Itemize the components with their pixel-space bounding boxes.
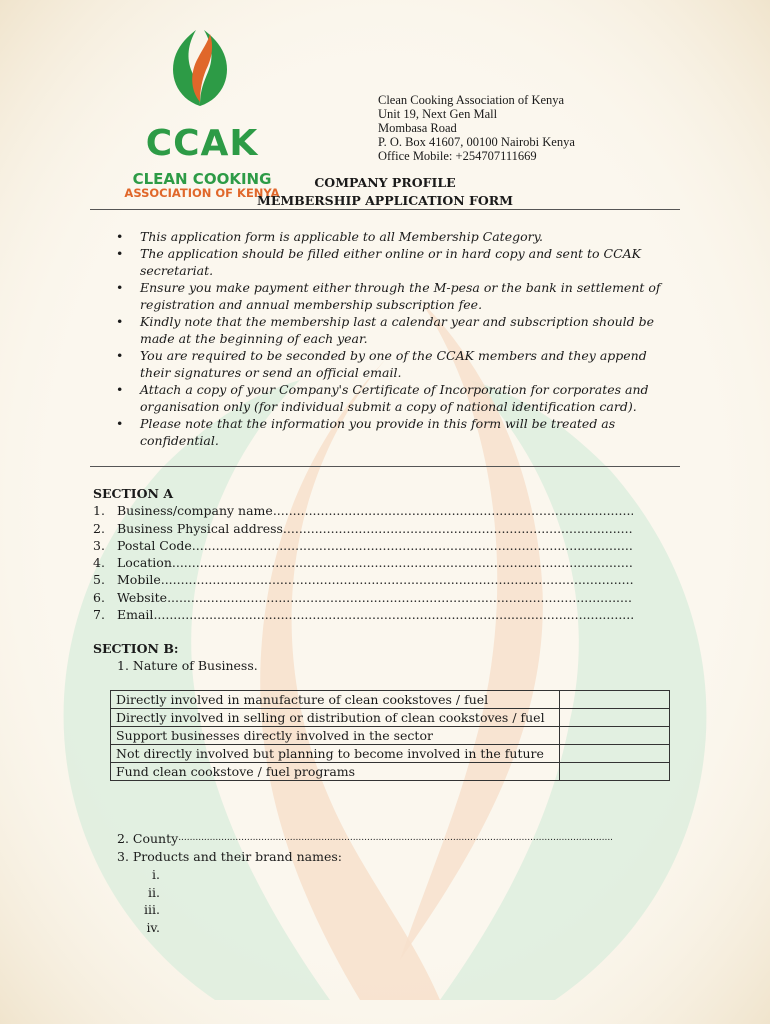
product-item-numeral[interactable]: iii. <box>144 902 160 917</box>
instruction-item: • Attach a copy of your Company's Certificate of Incorporation for corporates and organisation only (for individual submit a copy of national identification card). <box>110 381 675 415</box>
nature-option: Directly involved in manufacture of clean cookstoves / fuel <box>111 691 560 709</box>
nature-check-cell[interactable] <box>560 763 670 781</box>
field-number: 5. <box>93 572 105 588</box>
nature-option: Support businesses directly involved in the sector <box>111 727 560 745</box>
fill-in-line[interactable] <box>283 520 633 537</box>
address-line: P. O. Box 41607, 00100 Nairobi Kenya <box>378 135 575 149</box>
instruction-item: • Ensure you make payment either through the M-pesa or the bank in settlement of registration and annual membership subscription fee. <box>110 279 675 313</box>
table-row <box>111 727 670 745</box>
instructions-list <box>110 228 675 449</box>
field-label: Location <box>117 555 172 571</box>
field-mobile[interactable] <box>93 571 633 588</box>
fill-in-line[interactable] <box>178 830 612 847</box>
table-row <box>111 763 670 781</box>
fill-in-line[interactable] <box>192 537 633 554</box>
field-physical-address[interactable] <box>93 520 633 537</box>
field-number: 4. <box>93 555 105 571</box>
instruction-item: • This application form is applicable to all Membership Category. <box>110 228 675 245</box>
fill-in-line[interactable] <box>167 589 633 606</box>
address-line: Mombasa Road <box>378 121 457 135</box>
office-mobile: Office Mobile: +254707111669 <box>378 149 537 163</box>
products-question: 3. Products and their brand names: <box>117 849 343 864</box>
instruction-item: • The application should be filled either online or in hard copy and sent to CCAK secretariat. <box>110 245 675 279</box>
nature-check-cell[interactable] <box>560 727 670 745</box>
address-line: Clean Cooking Association of Kenya <box>378 93 565 107</box>
field-label: Email <box>117 607 154 623</box>
section-a <box>93 485 633 623</box>
table-row <box>111 691 670 709</box>
section-a-heading: SECTION A <box>93 486 174 501</box>
logo-main-text: CCAK <box>145 123 259 164</box>
section-b-heading: SECTION B: <box>93 641 179 656</box>
form-title <box>90 174 680 210</box>
product-item-numeral[interactable]: i. <box>152 867 160 882</box>
field-location[interactable] <box>93 554 633 571</box>
county-field[interactable] <box>117 830 612 847</box>
field-number: 7. <box>93 607 105 623</box>
field-label: Business Physical address <box>117 520 283 536</box>
nature-of-business-table <box>110 690 670 781</box>
field-email[interactable] <box>93 606 633 623</box>
address-line: Unit 19, Next Gen Mall <box>378 107 498 121</box>
products-list <box>120 866 160 936</box>
association-address <box>378 93 575 163</box>
nature-option: Fund clean cookstove / fuel programs <box>111 763 560 781</box>
field-number: 2. <box>93 520 105 536</box>
ccak-logo <box>124 28 280 200</box>
instruction-item: • Kindly note that the membership last a calendar year and subscription should be made at the beginning of each year. <box>110 313 675 347</box>
fill-in-line[interactable] <box>153 606 633 623</box>
title-company-profile: COMPANY PROFILE <box>314 175 456 190</box>
field-website[interactable] <box>93 589 633 606</box>
field-label: Business/company name <box>117 503 273 519</box>
nature-option: Directly involved in selling or distribution of clean cookstoves / fuel <box>111 709 560 727</box>
title-divider <box>90 209 680 210</box>
nature-of-business-question: 1. Nature of Business. <box>117 658 258 673</box>
county-label: 2. County <box>117 831 179 846</box>
nature-check-cell[interactable] <box>560 691 670 709</box>
fill-in-line[interactable] <box>273 502 633 519</box>
field-number: 3. <box>93 537 105 553</box>
fill-in-line[interactable] <box>161 571 633 588</box>
instructions-divider <box>90 466 680 467</box>
fill-in-line[interactable] <box>172 554 633 571</box>
nature-option: Not directly involved but planning to become involved in the future <box>111 745 560 763</box>
nature-check-cell[interactable] <box>560 709 670 727</box>
product-item-numeral[interactable]: ii. <box>148 884 160 900</box>
product-item-numeral[interactable]: iv. <box>146 919 160 935</box>
field-label: Mobile <box>117 572 161 588</box>
field-business-name[interactable] <box>93 502 633 519</box>
nature-check-cell[interactable] <box>560 745 670 763</box>
flame-icon <box>164 28 236 108</box>
title-membership-application: MEMBERSHIP APPLICATION FORM <box>256 193 514 208</box>
field-label: Postal Code <box>117 537 192 553</box>
field-label: Website <box>117 589 168 605</box>
field-number: 1. <box>93 503 105 519</box>
logo-subtitle-line1: CLEAN COOKING <box>132 170 272 188</box>
table-row <box>111 709 670 727</box>
instruction-item: • Please note that the information you provide in this form will be treated as confidential. <box>110 415 675 449</box>
instruction-item: • You are required to be seconded by one of the CCAK members and they append their signatures or send an official email. <box>110 347 675 381</box>
field-postal-code[interactable] <box>93 537 633 554</box>
field-number: 6. <box>93 589 105 605</box>
logo-subtitle-line2: ASSOCIATION OF KENYA <box>124 186 280 200</box>
table-row <box>111 745 670 763</box>
